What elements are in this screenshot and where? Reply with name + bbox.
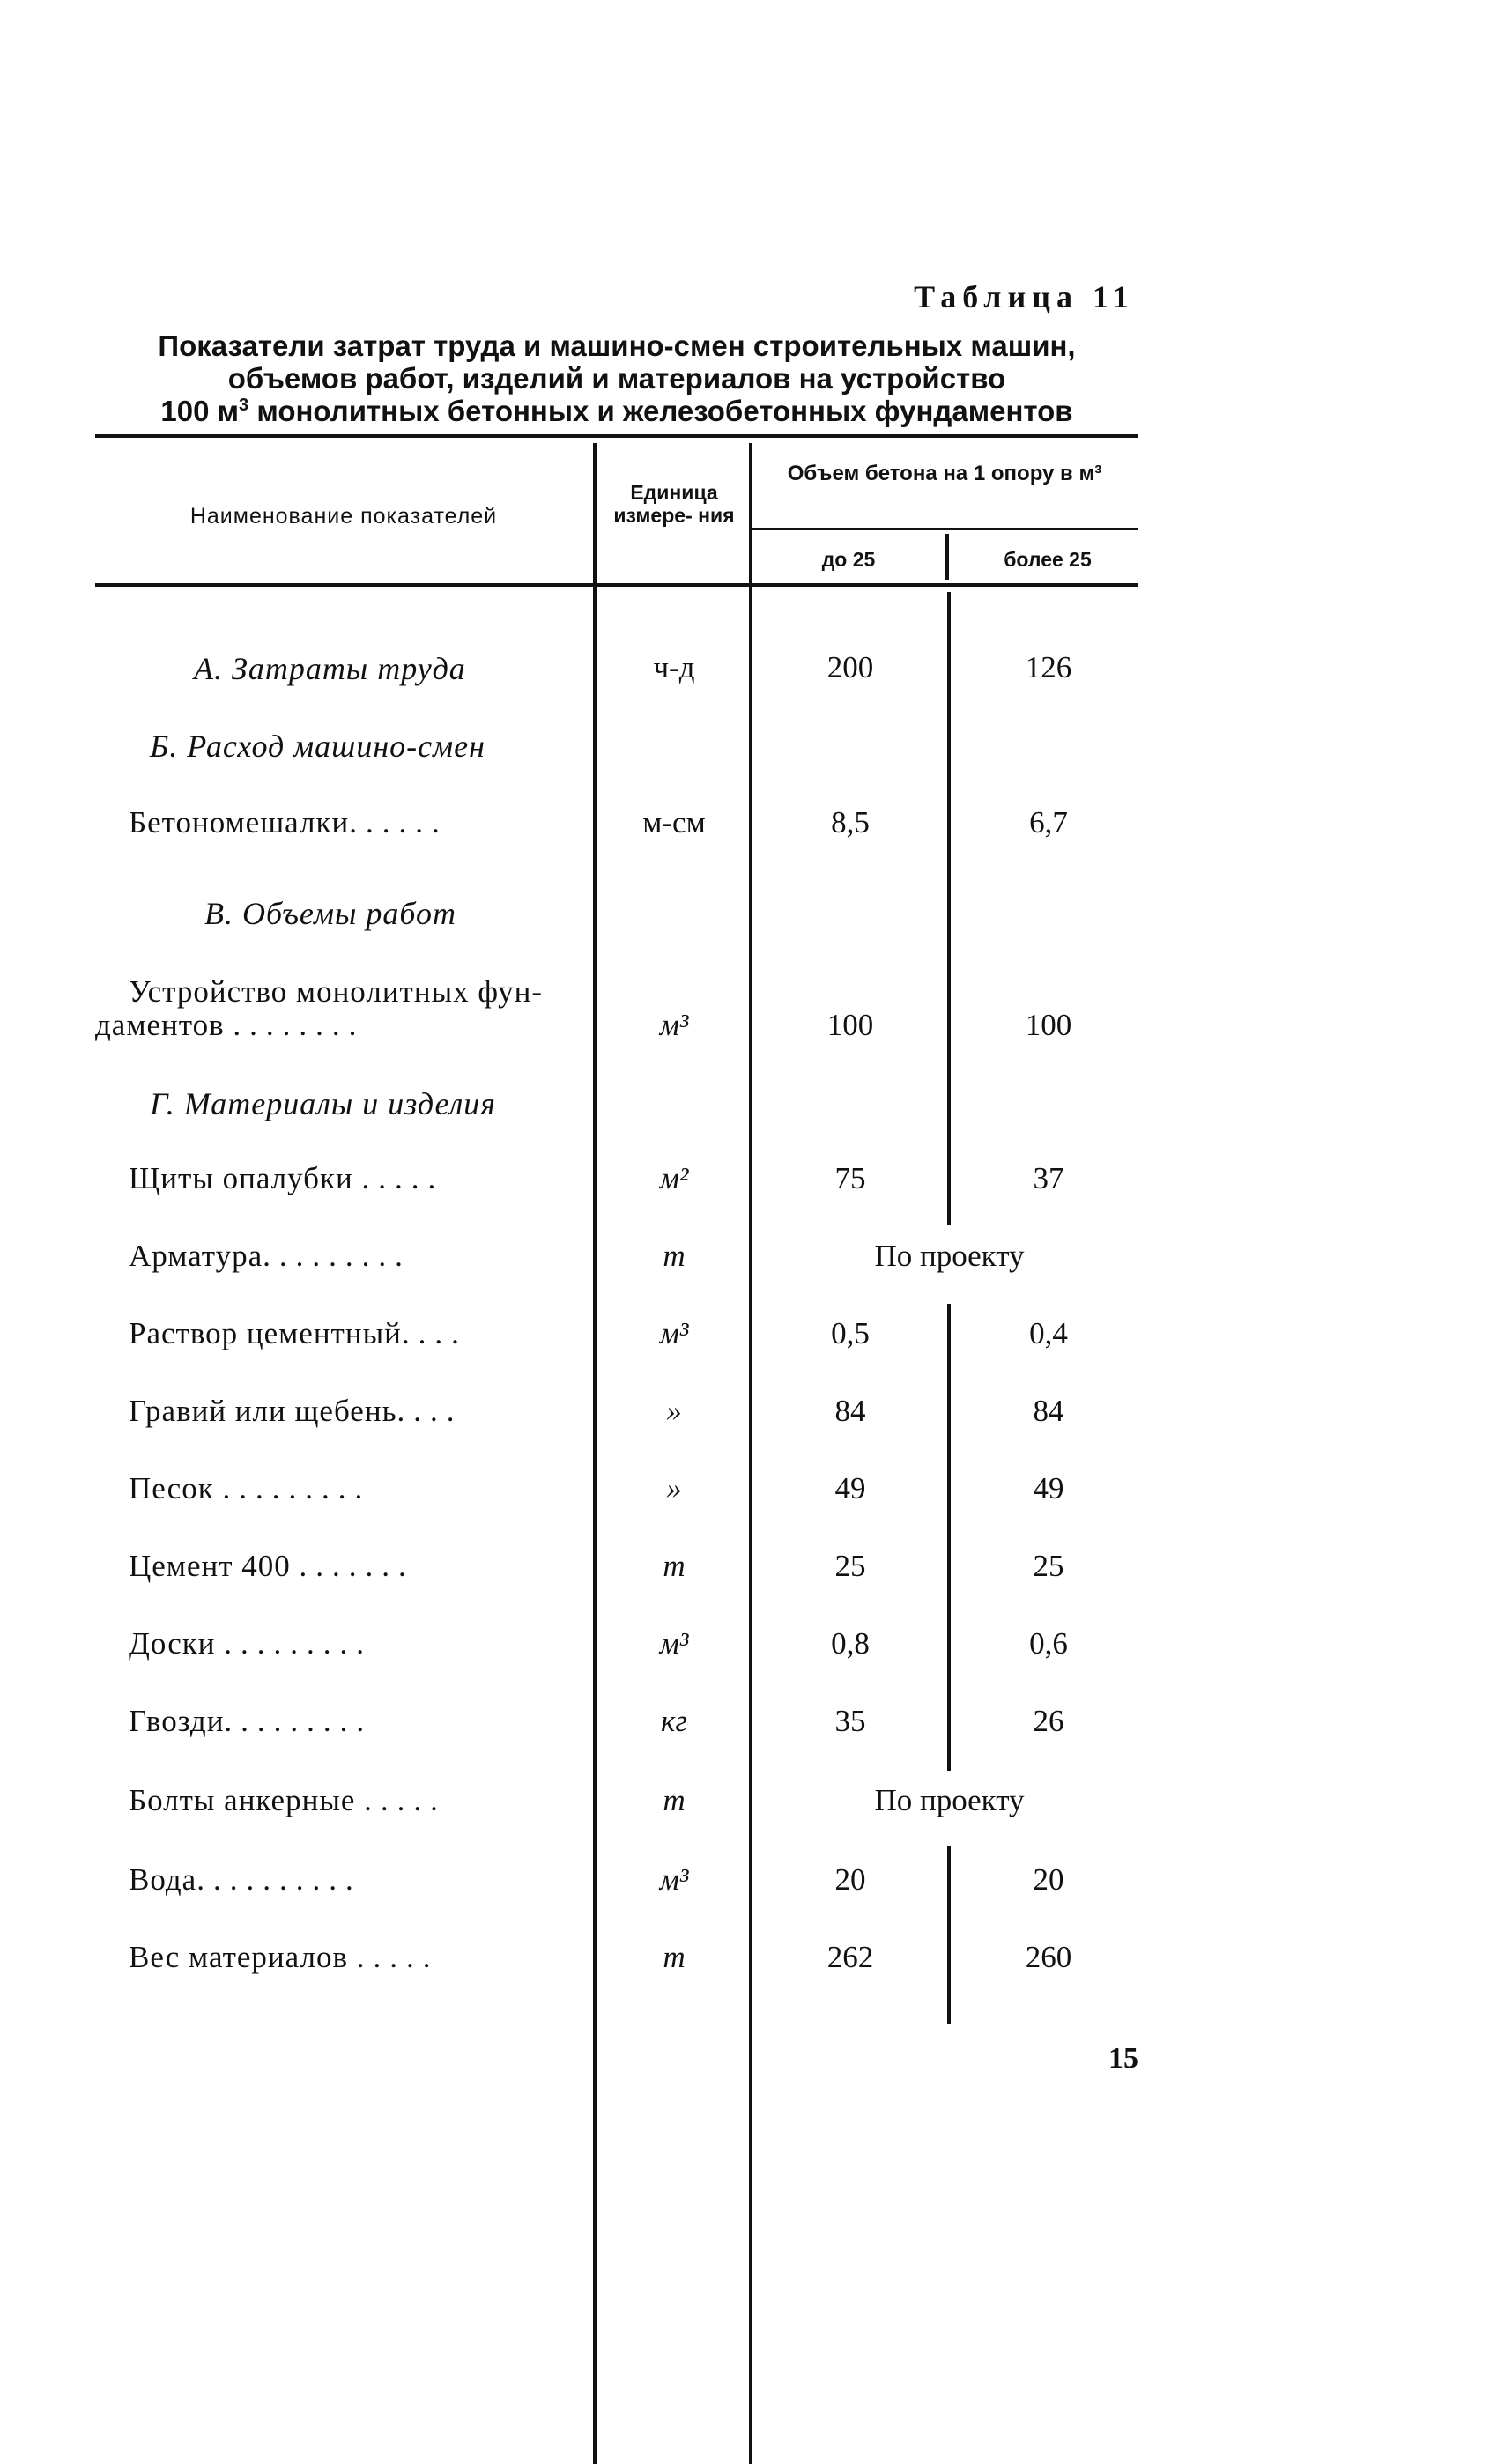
leader-dots: ..........: [196, 1862, 362, 1897]
leader-dots: .........: [222, 1471, 372, 1506]
leader-dots: ....: [401, 1316, 468, 1350]
table-row: [0, 895, 1497, 948]
leader-dots: .....: [364, 1783, 447, 1817]
row-label: Песок: [129, 1471, 214, 1506]
unit-cell: м³: [659, 1626, 689, 1661]
row-name: [129, 1161, 578, 1196]
table-title-line-3: [93, 395, 1141, 427]
table-row: [0, 1394, 1497, 1447]
unit-cell: м³: [659, 1008, 689, 1042]
table-row: [0, 1626, 1497, 1679]
table-row: [0, 1471, 1497, 1524]
section-label: А. Затраты труда: [194, 651, 466, 686]
unit-cell: »: [666, 1394, 682, 1428]
leader-dots: ........: [233, 1008, 366, 1042]
row-name: [129, 1239, 578, 1274]
title-line-3-suffix: монолитных бетонных и железобетонных фундаментов: [248, 395, 1073, 427]
leader-dots: .......: [299, 1549, 415, 1583]
row-name: [129, 1549, 578, 1584]
table-label: Таблица 11: [914, 279, 1135, 314]
unit-cell: м³: [659, 1862, 689, 1897]
value-over-25: 84: [1033, 1394, 1064, 1428]
value-over-25: 49: [1033, 1471, 1064, 1506]
table-row: [0, 805, 1497, 858]
table-row: [0, 1940, 1497, 1993]
value-over-25: 25: [1033, 1549, 1064, 1583]
table-row: [0, 974, 1497, 1080]
section-label: Г. Материалы и изделия: [150, 1086, 497, 1121]
table-row: [0, 1085, 1497, 1138]
value-up-to-25: 25: [834, 1549, 866, 1583]
values-column-rule-2: [947, 1304, 951, 1771]
row-label: Арматура: [129, 1239, 263, 1273]
value-up-to-25: 35: [834, 1704, 866, 1738]
table-row: [0, 1161, 1497, 1214]
unit-cell: т: [663, 1783, 686, 1817]
table-row: [0, 1862, 1497, 1915]
header-bottom-rule: [95, 583, 1138, 587]
table-row: [0, 1239, 1497, 1291]
leader-dots: .........: [224, 1704, 374, 1738]
row-name: [129, 1783, 578, 1818]
value-up-to-25: 8,5: [831, 805, 870, 840]
value-up-to-25: 262: [826, 1940, 874, 1974]
table-title-line-2: объемов работ, изделий и материалов на устройство: [227, 362, 1006, 395]
row-label: Болты анкерные: [129, 1783, 356, 1817]
value-over-25: 126: [1025, 650, 1072, 684]
leader-dots: .........: [263, 1239, 411, 1273]
row-name: [129, 1704, 578, 1739]
unit-cell: т: [663, 1549, 686, 1583]
row-name-line-2: [95, 1008, 545, 1043]
leader-dots: ......: [349, 805, 448, 840]
section-label: В. Объемы работ: [204, 896, 456, 931]
unit-cell: ч-д: [653, 650, 695, 684]
value-up-to-25: 20: [834, 1862, 866, 1897]
header-sub-up-to-25: до 25: [821, 548, 876, 571]
unit-cell: кг: [660, 1704, 688, 1738]
subheader-rule: [751, 528, 1138, 530]
header-name: Наименование показателей: [189, 504, 498, 529]
row-label: Вес материалов: [129, 1940, 348, 1974]
value-by-project: По проекту: [874, 1783, 1025, 1817]
value-over-25: 260: [1025, 1940, 1072, 1974]
value-up-to-25: 84: [834, 1394, 866, 1428]
title-line-3-superscript: 3: [239, 396, 249, 415]
row-label: даментов: [95, 1008, 225, 1042]
row-label: Доски: [129, 1626, 216, 1661]
unit-cell: т: [663, 1940, 686, 1974]
unit-cell: »: [666, 1471, 682, 1506]
table-row: [0, 1549, 1497, 1602]
row-name: [129, 805, 578, 840]
leader-dots: ....: [396, 1394, 463, 1428]
row-label: Гравий или щебень: [129, 1394, 397, 1428]
leader-dots: .........: [224, 1626, 374, 1661]
row-label: Бетономешалки: [129, 805, 350, 840]
value-up-to-25: 0,8: [831, 1626, 870, 1661]
header-volume: Объем бетона на 1 опору в м³: [787, 462, 1102, 485]
table-row: [0, 728, 1497, 781]
leader-dots: .....: [361, 1161, 445, 1195]
row-name: [129, 1940, 578, 1975]
row-label: Щиты опалубки: [129, 1161, 353, 1195]
row-name: [129, 1471, 578, 1506]
row-name: [129, 1862, 578, 1898]
value-up-to-25: 75: [834, 1161, 866, 1195]
value-over-25: 6,7: [1029, 805, 1068, 840]
unit-cell: м³: [659, 1316, 689, 1350]
value-up-to-25: 49: [834, 1471, 866, 1506]
unit-cell: м²: [659, 1161, 689, 1195]
row-label: Цемент 400: [129, 1549, 291, 1583]
row-label: Раствор цементный: [129, 1316, 402, 1350]
table-row: [0, 1783, 1497, 1836]
unit-cell: м-см: [642, 805, 706, 840]
value-over-25: 37: [1033, 1161, 1064, 1195]
row-name: [129, 1394, 578, 1429]
section-label: Б. Расход машино-смен: [150, 729, 485, 764]
header-unit: Единица измере- ния: [613, 481, 735, 527]
row-label: Гвозди: [129, 1704, 225, 1738]
value-over-25: 26: [1033, 1704, 1064, 1738]
value-up-to-25: 0,5: [831, 1316, 870, 1350]
table-top-rule: [95, 434, 1138, 438]
row-name: [129, 1626, 578, 1661]
row-name: [129, 1316, 578, 1351]
title-line-3-prefix: 100 м: [160, 395, 240, 427]
value-over-25: 0,4: [1029, 1316, 1068, 1350]
page-number: 15: [1108, 2042, 1138, 2075]
table-row: [0, 650, 1497, 703]
value-over-25: 0,6: [1029, 1626, 1068, 1661]
value-over-25: 100: [1025, 1008, 1072, 1042]
row-name-line-1: Устройство монолитных фун-: [129, 974, 544, 1009]
table-row: [0, 1316, 1497, 1369]
unit-cell: т: [663, 1239, 686, 1273]
table-row: [0, 1704, 1497, 1757]
row-label: Вода: [129, 1862, 197, 1897]
leader-dots: .....: [356, 1940, 440, 1974]
header-sub-over-25: более 25: [1004, 548, 1092, 571]
value-by-project: По проекту: [874, 1239, 1025, 1273]
value-over-25: 20: [1033, 1862, 1064, 1897]
value-up-to-25: 200: [826, 650, 874, 684]
value-up-to-25: 100: [826, 1008, 874, 1042]
table-title-line-1: Показатели затрат труда и машино-смен строительных машин,: [158, 329, 1076, 362]
